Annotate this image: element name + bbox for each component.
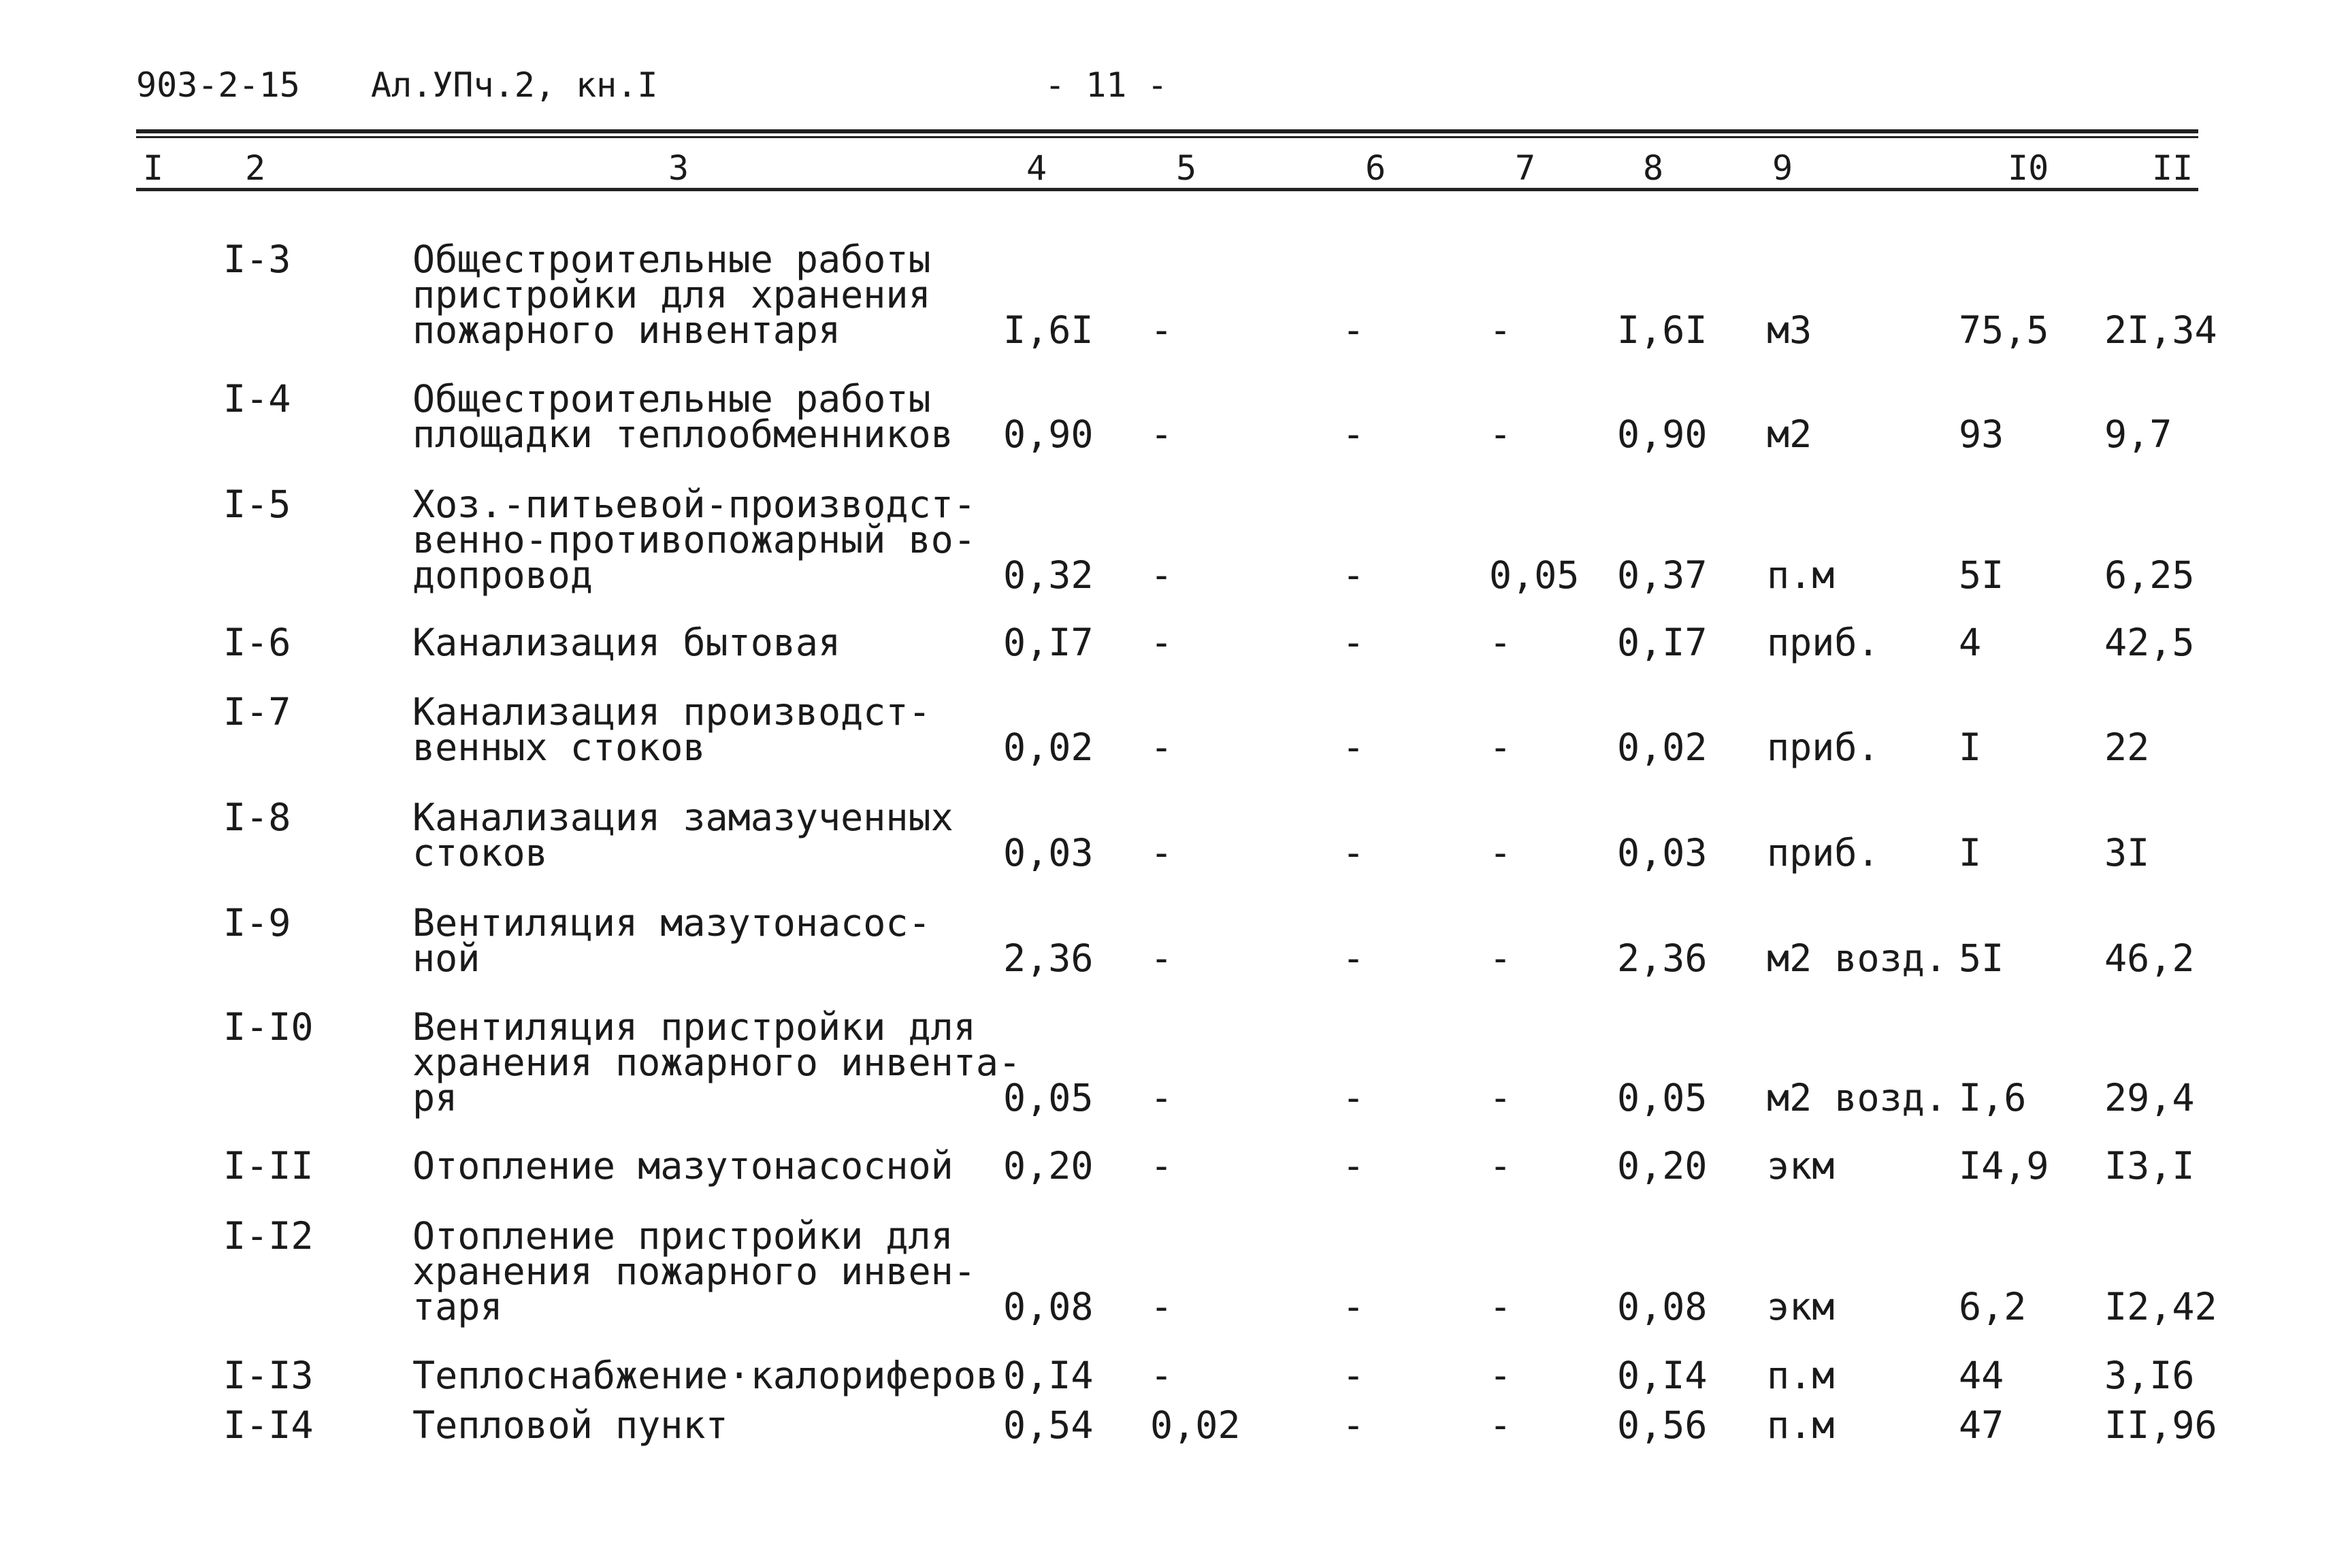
cell-col-8: 0,I7: [1617, 621, 1708, 664]
table-top-rule: [136, 129, 2198, 133]
row-name: [412, 621, 841, 664]
row-name-line: Теплоснабжение·калориферов: [412, 1354, 998, 1397]
row-name-line: Общестроительные работы: [412, 238, 931, 281]
column-number: 7: [1515, 148, 1536, 188]
cell-col-8: 2,36: [1617, 936, 1708, 980]
table-row: [0, 621, 2331, 664]
cell-col-5: -: [1150, 936, 1173, 980]
cell-col-10: 5I: [1959, 936, 2004, 980]
row-name-line: Отопление пристройки для: [412, 1214, 953, 1258]
cell-col-11: 2I,34: [2104, 308, 2217, 352]
cell-col-11: 3I: [2104, 831, 2150, 875]
cell-col-10: I: [1959, 831, 1982, 875]
cell-col-6: -: [1342, 1403, 1365, 1447]
cell-col-7: -: [1489, 725, 1512, 769]
cell-col-6: -: [1342, 1144, 1365, 1188]
column-number: 3: [668, 148, 689, 188]
cell-col-6: -: [1342, 725, 1365, 769]
row-code: I-II: [223, 1144, 314, 1188]
row-name-line: Канализация бытовая: [412, 621, 841, 664]
row-name: [412, 690, 931, 769]
cell-col-5: -: [1150, 1076, 1173, 1120]
table-row: [0, 483, 2331, 597]
cell-col-8: 0,20: [1617, 1144, 1708, 1188]
cell-col-9: п.м: [1767, 1403, 1835, 1447]
cell-col-8: 0,05: [1617, 1076, 1708, 1120]
cell-col-5: -: [1150, 831, 1173, 875]
cell-col-5: -: [1150, 725, 1173, 769]
cell-col-6: -: [1342, 831, 1365, 875]
row-name: [412, 796, 953, 875]
table-row: [0, 1144, 2331, 1188]
cell-col-9: приб.: [1767, 725, 1880, 769]
cell-col-4: 2,36: [1003, 936, 1094, 980]
table-row: [0, 1214, 2331, 1328]
album-reference: Ал.УПч.2, кн.I: [371, 65, 658, 105]
table-row: [0, 1403, 2331, 1447]
cell-col-9: экм: [1767, 1144, 1835, 1188]
cell-col-5: 0,02: [1150, 1403, 1241, 1447]
cell-col-10: 93: [1959, 412, 2004, 456]
cell-col-5: -: [1150, 308, 1173, 352]
cell-col-6: -: [1342, 412, 1365, 456]
row-code: I-I4: [223, 1403, 314, 1447]
column-number: 9: [1772, 148, 1793, 188]
row-name: [412, 901, 931, 980]
row-name-line: Вентиляция пристройки для: [412, 1005, 976, 1049]
cell-col-8: 0,02: [1617, 725, 1708, 769]
cell-col-6: -: [1342, 553, 1365, 597]
table-header-rule: [136, 188, 2198, 191]
cell-col-11: 42,5: [2104, 621, 2195, 664]
row-name: [412, 1354, 998, 1397]
cell-col-5: -: [1150, 1285, 1173, 1328]
column-number: 2: [245, 148, 266, 188]
page-number: - 11 -: [1045, 65, 1168, 105]
row-name: [412, 1005, 1022, 1120]
cell-col-8: 0,37: [1617, 553, 1708, 597]
cell-col-5: -: [1150, 621, 1173, 664]
cell-col-10: I,6: [1959, 1076, 2027, 1120]
row-name-line: ря: [412, 1076, 458, 1120]
cell-col-10: 75,5: [1959, 308, 2049, 352]
row-name-line: венно-противопожарный во-: [412, 518, 976, 561]
row-code: I-9: [223, 901, 291, 945]
cell-col-8: 0,I4: [1617, 1354, 1708, 1397]
row-name-line: хранения пожарного инвен-: [412, 1250, 976, 1293]
cell-col-8: 0,03: [1617, 831, 1708, 875]
cell-col-8: 0,08: [1617, 1285, 1708, 1328]
cell-col-4: 0,05: [1003, 1076, 1094, 1120]
cell-col-11: 46,2: [2104, 936, 2195, 980]
row-name-line: венных стоков: [412, 725, 706, 769]
row-name-line: Отопление мазутонасосной: [412, 1144, 953, 1188]
cell-col-11: I2,42: [2104, 1285, 2217, 1328]
row-name: [412, 1214, 976, 1328]
cell-col-4: 0,03: [1003, 831, 1094, 875]
cell-col-4: I,6I: [1003, 308, 1094, 352]
cell-col-7: -: [1489, 1076, 1512, 1120]
cell-col-7: -: [1489, 831, 1512, 875]
column-number: 4: [1026, 148, 1047, 188]
cell-col-8: I,6I: [1617, 308, 1708, 352]
cell-col-8: 0,90: [1617, 412, 1708, 456]
cell-col-5: -: [1150, 1144, 1173, 1188]
cell-col-9: приб.: [1767, 621, 1880, 664]
cell-col-9: м2 возд.: [1767, 936, 1947, 980]
cell-col-7: -: [1489, 1403, 1512, 1447]
cell-col-5: -: [1150, 553, 1173, 597]
row-name-line: Канализация производст-: [412, 690, 931, 734]
row-name: [412, 483, 976, 597]
cell-col-6: -: [1342, 1076, 1365, 1120]
column-number: 8: [1643, 148, 1664, 188]
cell-col-7: 0,05: [1489, 553, 1580, 597]
cell-col-6: -: [1342, 936, 1365, 980]
cell-col-11: 29,4: [2104, 1076, 2195, 1120]
row-name-line: допровод: [412, 553, 593, 597]
cell-col-10: 5I: [1959, 553, 2004, 597]
cell-col-7: -: [1489, 936, 1512, 980]
cell-col-6: -: [1342, 1354, 1365, 1397]
table-row: [0, 238, 2331, 352]
row-name-line: площадки теплообменников: [412, 412, 953, 456]
cell-col-10: 4: [1959, 621, 1982, 664]
cell-col-7: -: [1489, 1285, 1512, 1328]
cell-col-5: -: [1150, 412, 1173, 456]
row-name-line: таря: [412, 1285, 503, 1328]
cell-col-4: 0,08: [1003, 1285, 1094, 1328]
row-name-line: хранения пожарного инвента-: [412, 1041, 1022, 1084]
cell-col-7: -: [1489, 308, 1512, 352]
table-top-rule-thin: [136, 136, 2198, 138]
row-code: I-5: [223, 483, 291, 526]
cell-col-7: -: [1489, 412, 1512, 456]
column-number: 6: [1365, 148, 1386, 188]
cell-col-8: 0,56: [1617, 1403, 1708, 1447]
cell-col-4: 0,54: [1003, 1403, 1094, 1447]
cell-col-7: -: [1489, 1144, 1512, 1188]
row-name-line: стоков: [412, 831, 548, 875]
cell-col-4: 0,I4: [1003, 1354, 1094, 1397]
cell-col-5: -: [1150, 1354, 1173, 1397]
cell-col-10: 47: [1959, 1403, 2004, 1447]
cell-col-9: п.м: [1767, 1354, 1835, 1397]
row-name-line: Тепловой пункт: [412, 1403, 728, 1447]
cell-col-11: I3,I: [2104, 1144, 2195, 1188]
cell-col-7: -: [1489, 1354, 1512, 1397]
row-name-line: ной: [412, 936, 480, 980]
cell-col-6: -: [1342, 621, 1365, 664]
row-code: I-I2: [223, 1214, 314, 1258]
row-code: I-4: [223, 377, 291, 421]
cell-col-11: 9,7: [2104, 412, 2172, 456]
cell-col-10: 6,2: [1959, 1285, 2027, 1328]
row-name-line: Вентиляция мазутонасос-: [412, 901, 931, 945]
column-number: I0: [2008, 148, 2049, 188]
column-number: I: [143, 148, 164, 188]
cell-col-4: 0,20: [1003, 1144, 1094, 1188]
cell-col-4: 0,90: [1003, 412, 1094, 456]
cell-col-4: 0,32: [1003, 553, 1094, 597]
cell-col-11: 3,I6: [2104, 1354, 2195, 1397]
table-row: [0, 1354, 2331, 1397]
row-code: I-I0: [223, 1005, 314, 1049]
table-row: [0, 690, 2331, 769]
row-name: [412, 1403, 728, 1447]
cell-col-4: 0,02: [1003, 725, 1094, 769]
cell-col-10: I4,9: [1959, 1144, 2049, 1188]
table-row: [0, 1005, 2331, 1120]
column-number: 5: [1176, 148, 1197, 188]
row-code: I-6: [223, 621, 291, 664]
cell-col-11: 6,25: [2104, 553, 2195, 597]
row-name-line: пожарного инвентаря: [412, 308, 841, 352]
cell-col-9: м2: [1767, 412, 1812, 456]
cell-col-10: 44: [1959, 1354, 2004, 1397]
row-code: I-7: [223, 690, 291, 734]
row-code: I-I3: [223, 1354, 314, 1397]
cell-col-9: м2 возд.: [1767, 1076, 1947, 1120]
column-number: II: [2152, 148, 2194, 188]
cell-col-9: п.м: [1767, 553, 1835, 597]
cell-col-9: экм: [1767, 1285, 1835, 1328]
table-row: [0, 377, 2331, 456]
row-name-line: Хоз.-питьевой-производст-: [412, 483, 976, 526]
cell-col-10: I: [1959, 725, 1982, 769]
table-row: [0, 901, 2331, 980]
row-code: I-3: [223, 238, 291, 281]
cell-col-7: -: [1489, 621, 1512, 664]
cell-col-6: -: [1342, 308, 1365, 352]
cell-col-9: приб.: [1767, 831, 1880, 875]
row-name-line: Общестроительные работы: [412, 377, 931, 421]
row-code: I-8: [223, 796, 291, 839]
row-name: [412, 238, 931, 352]
row-name-line: пристройки для хранения: [412, 273, 931, 316]
document-code: 903-2-15: [136, 65, 300, 105]
table-row: [0, 796, 2331, 875]
cell-col-9: м3: [1767, 308, 1812, 352]
row-name-line: Канализация замазученных: [412, 796, 953, 839]
row-name: [412, 1144, 953, 1188]
cell-col-6: -: [1342, 1285, 1365, 1328]
cell-col-11: 22: [2104, 725, 2150, 769]
cell-col-11: II,96: [2104, 1403, 2217, 1447]
row-name: [412, 377, 953, 456]
cell-col-4: 0,I7: [1003, 621, 1094, 664]
